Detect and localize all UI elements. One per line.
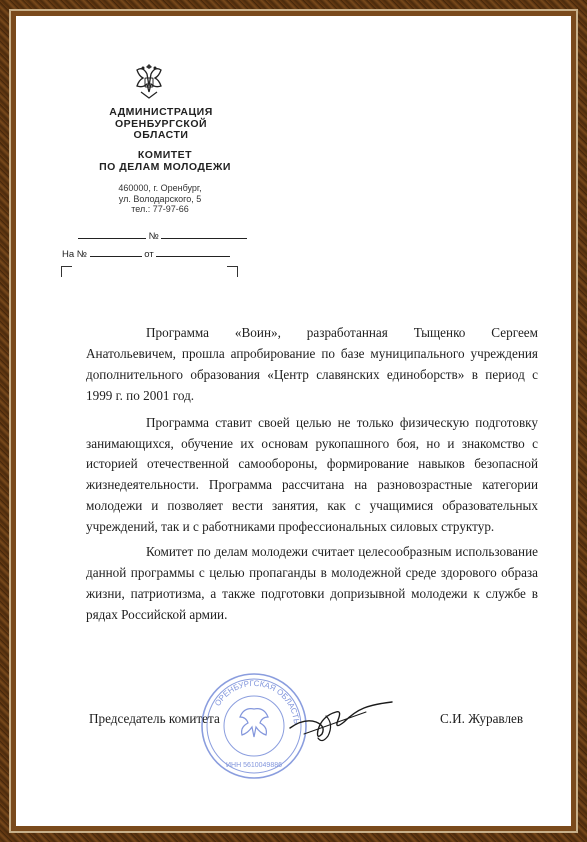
from-date-blank <box>156 247 230 257</box>
letter-page <box>16 16 571 826</box>
number-blank <box>161 229 247 239</box>
coat-of-arms-icon <box>131 60 167 102</box>
corner-mark-right <box>227 266 238 277</box>
registration-number-row <box>78 229 247 242</box>
letter-body <box>86 323 538 626</box>
reference-row <box>62 247 230 260</box>
date-blank <box>78 229 146 239</box>
address-line: ул. Володарского, 5 <box>118 193 202 204</box>
body-paragraph: Программа ставит своей целью не только физическую подготовку занимающихся, обучение их основам рукопашного боя, но и знакомство с историей отечественной самообороны, формирование навыков безопасной жизнедеятельности. Программа рассчитана на разновозрастные категории молодежи и позволяет вести занятия, как с учащимися образовательных учреждений, так и с работниками профессиональных силовых структур. <box>86 414 538 535</box>
org-line: ОБЛАСТИ <box>133 129 189 141</box>
corner-mark-left <box>61 266 72 277</box>
org-line: АДМИНИСТРАЦИЯ <box>109 106 213 118</box>
signatory-name: С.И. Журавлев <box>440 711 524 726</box>
organization-name <box>100 107 222 142</box>
address-line: тел.: 77-97-66 <box>131 204 189 214</box>
stamp-inn-text: ИНН 5610049886 <box>225 762 283 769</box>
from-label: от <box>144 249 154 260</box>
body-paragraph: Комитет по делам молодежи считает целесообразным использование данной программы с целью пропаганды в молодежной среде здорового образа жизни, патриотизма, а также подготовки допризывной молодежи к службе в рядах Российской армии. <box>86 544 538 622</box>
signatory-title: Председатель комитета <box>89 711 220 726</box>
address-line: 460000, г. Оренбург, <box>118 183 202 193</box>
committee-line: ПО ДЕЛАМ МОЛОДЕЖИ <box>99 160 231 173</box>
org-line: ОРЕНБУРГСКОЙ <box>114 117 208 130</box>
stamp-ring-text: ОРЕНБУРГСКАЯ ОБЛАСТЬ <box>212 678 302 725</box>
committee-line: КОМИТЕТ <box>137 149 193 161</box>
body-paragraph: Программа «Воин», разработанная Тыщенко Сергеем Анатольевичем, прошла апробирование по базе муниципального учреждения дополнительного образования «Центр славянских единоборств» в период с 1999 г. по 2001 год. <box>86 325 538 403</box>
on-number-label: На № <box>62 249 87 260</box>
committee-name <box>90 150 240 173</box>
handwritten-signature <box>286 694 396 744</box>
address-block <box>106 183 214 215</box>
stamp-eagle-icon <box>240 709 268 737</box>
number-symbol: № <box>148 231 159 242</box>
on-number-blank <box>90 247 142 257</box>
